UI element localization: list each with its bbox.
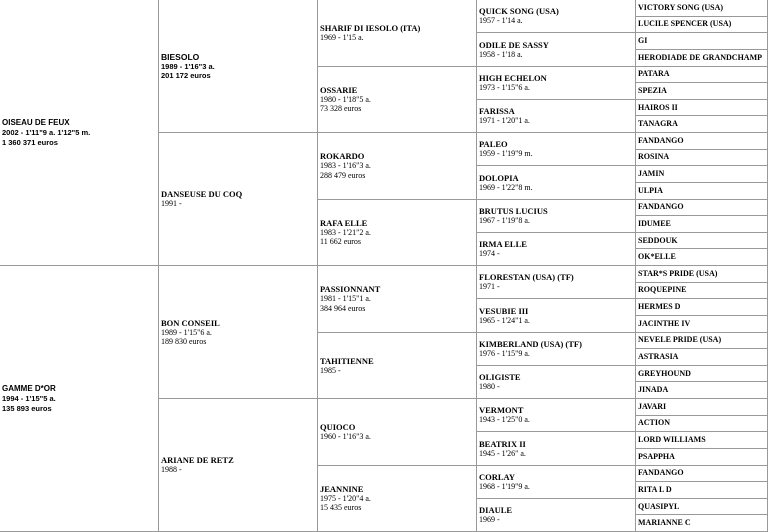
pedigree-cell-gen4 [477, 0, 636, 33]
horse-name[interactable]: PATARA [638, 69, 670, 79]
horse-info: 1959 - 1'19"9 m. [479, 149, 533, 159]
pedigree-cell-gen4 [477, 266, 636, 299]
horse-name[interactable]: KIMBERLAND (USA) (TF) [479, 338, 582, 349]
horse-name[interactable]: ULPIA [638, 185, 663, 195]
pedigree-cell-gen5 [636, 449, 768, 466]
pedigree-cell-gen5 [636, 349, 768, 366]
pedigree-cell-gen5 [636, 67, 768, 84]
horse-name[interactable]: DANSEUSE DU COQ [161, 189, 243, 200]
horse-name[interactable]: TAHITIENNE [320, 355, 374, 366]
horse-info: 1980 - [479, 382, 500, 392]
horse-name[interactable]: OSSARIE [320, 84, 358, 95]
pedigree-cell-gen3 [318, 399, 477, 466]
pedigree-cell-gen1 [0, 0, 159, 266]
horse-info: 1983 - 1'21"2 a. [320, 227, 371, 237]
horse-name[interactable]: TANAGRA [638, 119, 678, 129]
pedigree-cell-gen5 [636, 316, 768, 333]
pedigree-cell-gen5 [636, 299, 768, 316]
pedigree-cell-gen3 [318, 200, 477, 267]
horse-name[interactable]: ROKARDO [320, 151, 365, 162]
horse-name[interactable]: OISEAU DE FEUX [2, 118, 70, 127]
pedigree-cell-gen5 [636, 116, 768, 133]
pedigree-cell-gen5 [636, 150, 768, 167]
horse-name[interactable]: NEVELE PRIDE (USA) [638, 335, 722, 345]
horse-info: 1988 - [161, 465, 182, 475]
horse-name[interactable]: MARIANNE C [638, 518, 691, 528]
horse-info: 384 964 euros [320, 303, 366, 313]
pedigree-cell-gen5 [636, 50, 768, 67]
horse-info: 73 328 euros [320, 104, 362, 114]
pedigree-cell-gen5 [636, 382, 768, 399]
pedigree-cell-gen5 [636, 183, 768, 200]
horse-info: 1971 - 1'20"1 a. [479, 116, 530, 126]
pedigree-cell-gen2 [159, 133, 318, 266]
pedigree-cell-gen4 [477, 432, 636, 465]
horse-info: 1960 - 1'16"3 a. [320, 432, 371, 441]
horse-info: 201 172 euros [161, 71, 211, 80]
pedigree-cell-gen5 [636, 33, 768, 50]
horse-name[interactable]: VERMONT [479, 405, 524, 416]
horse-name[interactable]: ROSINA [638, 152, 670, 162]
horse-name[interactable]: LUCILE SPENCER (USA) [638, 19, 732, 29]
pedigree-cell-gen2 [159, 399, 318, 532]
horse-info: 1976 - 1'15"9 a. [479, 348, 530, 358]
pedigree-cell-gen5 [636, 399, 768, 416]
horse-info: 1 360 371 euros [2, 137, 58, 147]
pedigree-cell-gen3 [318, 67, 477, 134]
horse-name[interactable]: PASSIONNANT [320, 284, 381, 295]
horse-name[interactable]: RITA L D [638, 484, 672, 494]
horse-name[interactable]: QUASIPYL [638, 501, 680, 511]
pedigree-cell-gen4 [477, 466, 636, 499]
pedigree-cell-gen5 [636, 432, 768, 449]
horse-info: 1994 - 1'15"5 a. [2, 394, 56, 403]
horse-name[interactable]: ASTRASIA [638, 351, 679, 361]
pedigree-cell-gen5 [636, 482, 768, 499]
horse-info: 1973 - 1'15"6 a. [479, 82, 530, 92]
horse-name[interactable]: ACTION [638, 418, 671, 428]
horse-name[interactable]: QUICK SONG (USA) [479, 6, 559, 17]
horse-name[interactable]: BIESOLO [161, 51, 200, 62]
horse-info: 1969 - 1'15 a. [320, 33, 364, 42]
horse-name[interactable]: GREYHOUND [638, 368, 691, 378]
horse-info: 1985 - [320, 365, 341, 375]
horse-name[interactable]: FANDANGO [638, 135, 684, 145]
horse-info: 1980 - 1'18"5 a. [320, 94, 371, 104]
horse-info: 1945 - 1'26" a. [479, 448, 526, 458]
horse-info: 1969 - 1'22"8 m. [479, 182, 533, 192]
pedigree-cell-gen5 [636, 133, 768, 150]
horse-name[interactable]: JEANNINE [320, 483, 364, 494]
horse-info: 1974 - [479, 249, 500, 259]
pedigree-cell-gen5 [636, 216, 768, 233]
horse-name[interactable]: QUIOCO [320, 422, 356, 432]
horse-name[interactable]: SHARIF DI IESOLO (ITA) [320, 23, 421, 33]
horse-name[interactable]: ROQUEPINE [638, 285, 687, 295]
pedigree-cell-gen2 [159, 266, 318, 399]
pedigree-cell-gen5 [636, 266, 768, 283]
horse-info: 1943 - 1'25"0 a. [479, 415, 530, 425]
horse-name[interactable]: IRMA ELLE [479, 239, 527, 250]
horse-name[interactable]: HERODIADE DE GRANDCHAMP [638, 52, 762, 62]
horse-info: 1965 - 1'24"1 a. [479, 315, 530, 325]
pedigree-cell-gen5 [636, 233, 768, 250]
horse-name[interactable]: OK*ELLE [638, 252, 676, 262]
horse-info: 1975 - 1'20"4 a. [320, 493, 371, 503]
horse-name[interactable]: DOLOPIA [479, 172, 519, 183]
horse-info: 11 662 euros [320, 237, 362, 247]
horse-info: 1968 - 1'19"9 a. [479, 481, 530, 491]
pedigree-cell-gen5 [636, 283, 768, 300]
horse-name[interactable]: DIAULE [479, 505, 513, 516]
horse-name[interactable]: VESUBIE III [479, 305, 529, 316]
pedigree-cell-gen4 [477, 233, 636, 266]
pedigree-cell-gen4 [477, 399, 636, 432]
pedigree-cell-gen5 [636, 466, 768, 483]
pedigree-cell-gen3 [318, 333, 477, 400]
pedigree-cell-gen5 [636, 416, 768, 433]
pedigree-cell-gen4 [477, 100, 636, 133]
pedigree-cell-gen4 [477, 499, 636, 532]
horse-name[interactable]: JINADA [638, 385, 669, 395]
horse-name[interactable]: CORLAY [479, 471, 516, 482]
pedigree-cell-gen5 [636, 0, 768, 17]
horse-info: 135 893 euros [2, 403, 52, 413]
pedigree-cell-gen5 [636, 333, 768, 350]
horse-name[interactable]: JACINTHE IV [638, 318, 691, 328]
horse-name[interactable]: VICTORY SONG (USA) [638, 2, 724, 12]
pedigree-cell-gen4 [477, 200, 636, 233]
pedigree-cell-gen3 [318, 0, 477, 67]
horse-name[interactable]: ODILE DE SASSY [479, 39, 549, 50]
horse-name[interactable]: OLIGISTE [479, 372, 521, 383]
horse-info: 1958 - 1'18 a. [479, 49, 523, 59]
pedigree-cell-gen5 [636, 100, 768, 117]
pedigree-cell-gen4 [477, 166, 636, 199]
pedigree-cell-gen2 [159, 0, 318, 133]
horse-name[interactable]: LORD WILLIAMS [638, 435, 706, 445]
horse-info: 1989 - 1'16"3 a. [161, 61, 215, 71]
pedigree-cell-gen5 [636, 200, 768, 217]
horse-name[interactable]: FARISSA [479, 106, 515, 117]
horse-name[interactable]: ARIANE DE RETZ [161, 455, 234, 466]
horse-name[interactable]: FLORESTAN (USA) (TF) [479, 272, 574, 283]
horse-info: 1967 - 1'19"8 a. [479, 215, 530, 225]
horse-name[interactable]: HIGH ECHELON [479, 72, 547, 83]
horse-name[interactable]: BEATRIX II [479, 438, 526, 449]
horse-name[interactable]: BON CONSEIL [161, 317, 220, 328]
horse-name[interactable]: IDUMEE [638, 218, 671, 228]
horse-name[interactable]: GI [638, 36, 648, 46]
horse-name[interactable]: RAFA ELLE [320, 217, 368, 228]
pedigree-cell-gen3 [318, 466, 477, 532]
pedigree-cell-gen5 [636, 499, 768, 516]
horse-name[interactable]: PSAPPHA [638, 451, 675, 461]
pedigree-cell-gen5 [636, 249, 768, 266]
horse-name[interactable]: STAR*S PRIDE (USA) [638, 268, 718, 278]
pedigree-cell-gen3 [318, 266, 477, 333]
horse-name[interactable]: SEDDOUK [638, 235, 678, 245]
horse-info: 1969 - [479, 515, 500, 525]
horse-info: 1989 - 1'15"6 a. [161, 327, 212, 337]
pedigree-cell-gen4 [477, 67, 636, 100]
horse-name[interactable]: HAIROS II [638, 102, 678, 112]
pedigree-cell-gen1 [0, 266, 159, 532]
pedigree-cell-gen5 [636, 166, 768, 183]
pedigree-cell-gen5 [636, 366, 768, 383]
horse-info: 1981 - 1'15"1 a. [320, 294, 371, 304]
horse-name[interactable]: HERMES D [638, 302, 681, 312]
horse-info: 1957 - 1'14 a. [479, 16, 523, 26]
horse-name[interactable]: FANDANGO [638, 202, 684, 212]
horse-name[interactable]: JAVARI [638, 401, 667, 411]
horse-name[interactable]: SPEZIA [638, 85, 667, 95]
pedigree-cell-gen4 [477, 366, 636, 399]
pedigree-cell-gen4 [477, 299, 636, 332]
horse-info: 189 830 euros [161, 337, 207, 346]
horse-info: 1983 - 1'16"3 a. [320, 161, 371, 171]
horse-name[interactable]: FANDANGO [638, 468, 684, 478]
pedigree-cell-gen5 [636, 17, 768, 34]
pedigree-cell-gen3 [318, 133, 477, 200]
horse-name[interactable]: PALEO [479, 139, 508, 150]
horse-name[interactable]: JAMIN [638, 169, 665, 179]
horse-info: 1991 - [161, 199, 182, 209]
horse-name[interactable]: GAMME D*OR [2, 384, 56, 393]
horse-info: 2002 - 1'11"9 a. 1'12"5 m. [2, 128, 91, 137]
pedigree-cell-gen5 [636, 515, 768, 532]
horse-info: 15 435 euros [320, 503, 362, 513]
pedigree-cell-gen4 [477, 133, 636, 166]
horse-info: 288 479 euros [320, 170, 366, 180]
horse-name[interactable]: BRUTUS LUCIUS [479, 205, 548, 216]
pedigree-cell-gen4 [477, 33, 636, 66]
horse-info: 1971 - [479, 282, 500, 292]
pedigree-cell-gen5 [636, 83, 768, 100]
pedigree-cell-gen4 [477, 333, 636, 366]
